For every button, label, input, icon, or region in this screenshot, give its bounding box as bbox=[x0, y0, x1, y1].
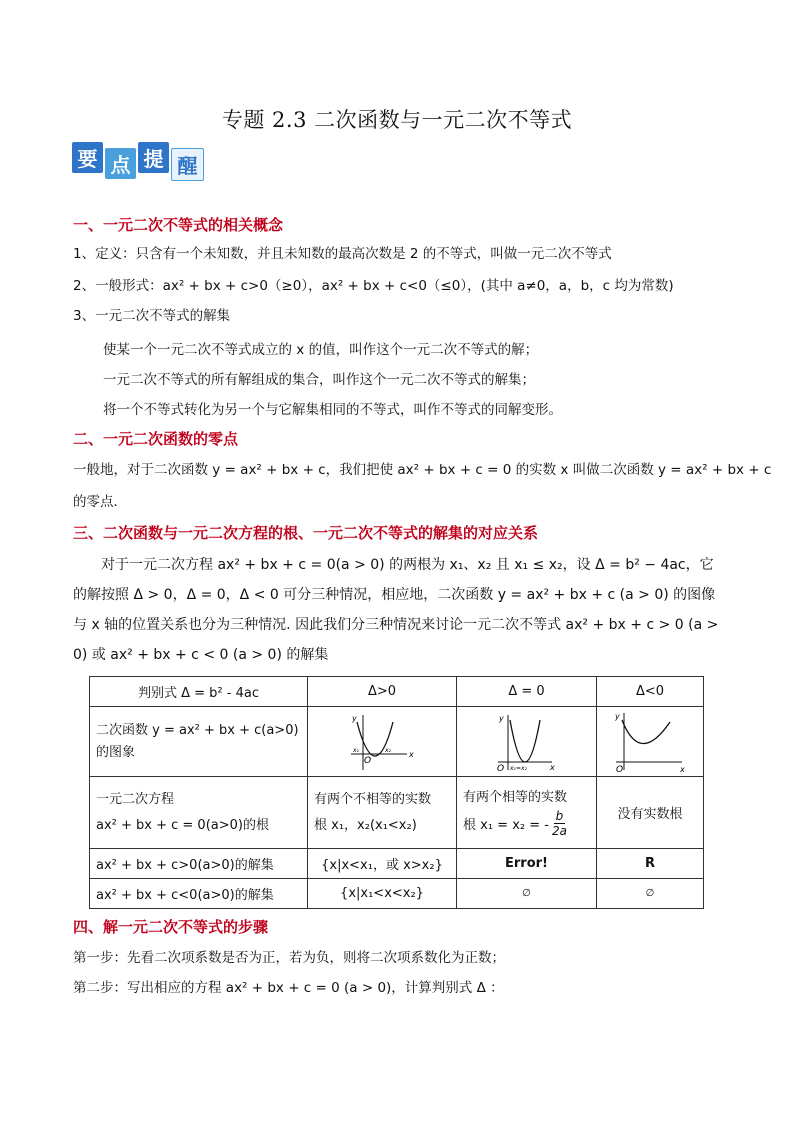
table-header-negative: Δ<0 bbox=[597, 677, 704, 707]
origin-label: O bbox=[496, 763, 504, 772]
roots-zero-line2: 根 x₁ = x₂ = - bbox=[463, 818, 549, 833]
gt-positive-cell: {x|x<x₁，或 x>x₂} bbox=[308, 849, 457, 879]
root-x2-label: x₂ bbox=[385, 746, 391, 754]
correspondence-table bbox=[89, 676, 704, 909]
lt-negative-cell: ∅ bbox=[597, 879, 704, 909]
origin-label: O bbox=[616, 764, 624, 774]
table-row-lt-label: ax² + bx + c<0(a>0)的解集 bbox=[90, 879, 308, 909]
general-form-text: 2、一般形式：ax² + bx + c>0（≥0），ax² + bx + c<0（≤0），(其中 a≠0，a，b，c 均为常数) bbox=[73, 278, 674, 294]
section-2-heading: 二、一元二次函数的零点 bbox=[73, 430, 239, 448]
solution-set-label: 3、一元二次不等式的解集 bbox=[73, 308, 231, 324]
relation-paragraph: 对于一元二次方程 ax² + bx + c = 0(a > 0) 的两根为 x₁、x₂ 且 x₁ ≤ x₂，设 Δ = b² − 4ac，它的解按照 Δ > 0，Δ = 0，Δ < 0 可分三种情况，相应地，二次函数 y = ax² + bx + c (a > 0) 的图像与 x 轴的位置关系也分为三种情况. 因此我们分三种情况来讨论一元二次不等式 ax² + bx + c > 0 (a > 0) 或 ax² + bx + c < 0 (a > 0) 的解集 bbox=[73, 557, 719, 663]
table-row-gt-label: ax² + bx + c>0(a>0)的解集 bbox=[90, 849, 308, 879]
zero-point-text-line1: 一般地，对于二次函数 y = ax² + bx + c，我们把使 ax² + bx + c = 0 的实数 x 叫做二次函数 y = ax² + bx + c bbox=[73, 462, 772, 478]
roots-zero-line1: 有两个相等的实数 bbox=[463, 790, 568, 805]
solution-definition: 使某一个一元二次不等式成立的 x 的值，叫作这个一元二次不等式的解； bbox=[103, 342, 539, 358]
graph-one-root-cell bbox=[457, 707, 597, 777]
x-label: x bbox=[409, 749, 414, 759]
y-label: y bbox=[498, 713, 504, 723]
roots-positive-line1: 有两个不相等的实数 bbox=[314, 791, 432, 807]
fraction-numerator: b bbox=[555, 809, 564, 823]
x-label: x bbox=[549, 762, 555, 772]
gt-negative-cell: R bbox=[597, 849, 704, 879]
gt-zero-cell: Error! bbox=[457, 849, 597, 879]
graph-two-roots-cell bbox=[308, 707, 457, 777]
parabola-curve bbox=[510, 720, 540, 762]
roots-positive-line2: 根 x₁，x₂(x₁<x₂) bbox=[314, 817, 417, 833]
roots-label-line1: 一元二次方程 bbox=[96, 791, 175, 807]
step-1-text: 第一步：先看二次项系数是否为正，若为负，则将二次项系数化为正数； bbox=[73, 950, 505, 966]
double-root-label: x₁=x₂ bbox=[509, 764, 527, 772]
parabola-curve bbox=[622, 720, 670, 744]
lt-zero-cell: ∅ bbox=[457, 879, 597, 909]
roots-negative-cell: 没有实数根 bbox=[597, 777, 704, 849]
y-label: y bbox=[352, 713, 357, 723]
badge-char-3: 提 bbox=[138, 142, 169, 173]
table-header-positive: Δ>0 bbox=[308, 677, 457, 707]
table-row-graph-label: 二次函数 y = ax² + bx + c(a>0)的图象 bbox=[90, 707, 308, 777]
definition-text: 1、定义：只含有一个未知数，并且未知数的最高次数是 2 的不等式，叫做一元二次不等式 bbox=[73, 246, 612, 262]
table-header-discriminant: 判别式 Δ = b² - 4ac bbox=[90, 677, 308, 707]
badge-char-2: 点 bbox=[105, 148, 136, 179]
table-row-roots-label bbox=[90, 777, 308, 849]
root-x1-label: x₁ bbox=[353, 746, 359, 754]
graph-one-root bbox=[494, 712, 560, 772]
y-label: y bbox=[615, 711, 620, 721]
equivalent-transform-definition: 将一个不等式转化为另一个与它解集相同的不等式，叫作不等式的同解变形。 bbox=[103, 402, 562, 418]
origin-label: O bbox=[364, 755, 372, 766]
badge-char-4: 醒 bbox=[171, 148, 204, 181]
lt-positive-cell: {x|x₁<x<x₂} bbox=[308, 879, 457, 909]
fraction-denominator: 2a bbox=[551, 824, 567, 838]
section-1-heading: 一、一元二次不等式的相关概念 bbox=[73, 216, 284, 234]
graph-no-root-cell bbox=[597, 707, 704, 777]
section-3-heading: 三、二次函数与一元二次方程的根、一元二次不等式的解集的对应关系 bbox=[73, 524, 539, 542]
step-2-text: 第二步：写出相应的方程 ax² + bx + c = 0 (a > 0)，计算判别式 Δ ： bbox=[73, 980, 504, 996]
badge-char-1: 要 bbox=[72, 142, 103, 173]
zero-point-text-line2: 的零点． bbox=[73, 494, 127, 510]
fraction-b-over-2a bbox=[552, 809, 567, 838]
page-title: 专题 2.3 二次函数与一元二次不等式 bbox=[221, 108, 573, 132]
solution-set-definition: 一元二次不等式的所有解组成的集合，叫作这个一元二次不等式的解集； bbox=[103, 372, 535, 388]
roots-positive-cell bbox=[308, 777, 457, 849]
graph-no-root bbox=[610, 710, 690, 774]
x-label: x bbox=[680, 764, 685, 774]
roots-label-line2: ax² + bx + c = 0(a>0)的根 bbox=[96, 817, 269, 833]
roots-zero-cell bbox=[457, 777, 597, 849]
key-points-badge bbox=[72, 142, 204, 181]
graph-two-roots bbox=[349, 712, 415, 772]
table-header-zero: Δ = 0 bbox=[457, 677, 597, 707]
section-4-heading: 四、解一元二次不等式的步骤 bbox=[73, 918, 269, 936]
